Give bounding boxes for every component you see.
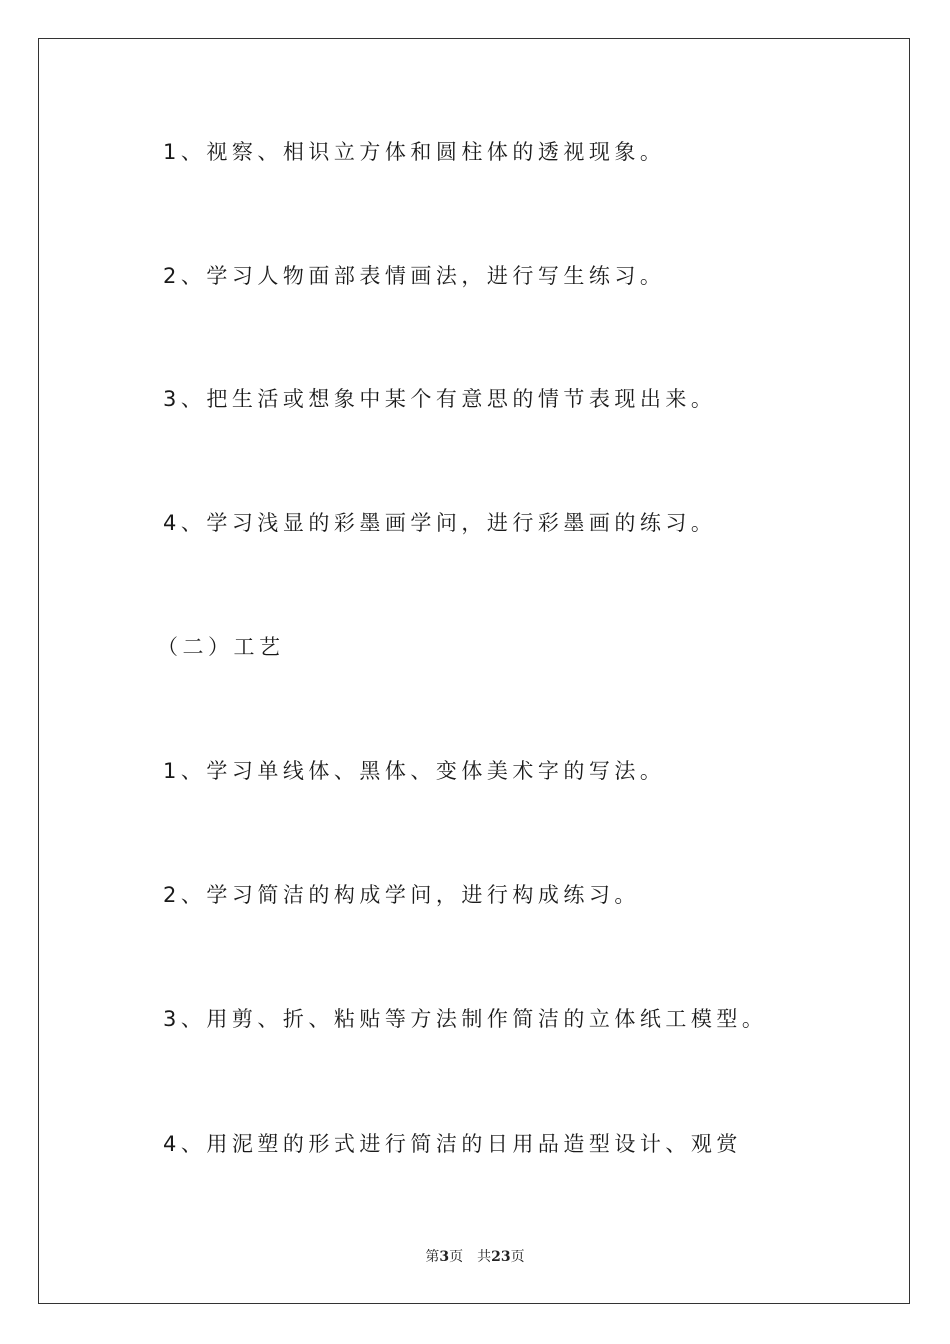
text-line-7: 3、用剪、折、粘贴等方法制作简洁的立体纸工模型。 <box>163 1007 768 1031</box>
page-border <box>38 38 910 1304</box>
footer-total-suffix: 页 <box>510 1249 525 1265</box>
footer-total-pages: 23 <box>491 1249 511 1265</box>
text-line-8: 4、用泥塑的形式进行简洁的日用品造型设计、观赏 <box>163 1132 742 1156</box>
section-heading: （二）工艺 <box>157 635 285 659</box>
footer-page-number: 3 <box>439 1249 450 1265</box>
text-line-6: 2、学习简洁的构成学问，进行构成练习。 <box>163 883 640 907</box>
text-line-5: 1、学习单线体、黑体、变体美术字的写法。 <box>163 759 666 783</box>
text-line-4: 4、学习浅显的彩墨画学问，进行彩墨画的练习。 <box>163 511 717 535</box>
text-line-3: 3、把生活或想象中某个有意思的情节表现出来。 <box>163 387 717 411</box>
footer-page-prefix: 第 <box>425 1249 440 1265</box>
page-footer <box>0 1248 950 1266</box>
text-line-1: 1、视察、相识立方体和圆柱体的透视现象。 <box>163 140 666 164</box>
footer-page-suffix: 页 <box>449 1249 464 1265</box>
footer-total-prefix: 共 <box>477 1249 492 1265</box>
text-line-2: 2、学习人物面部表情画法，进行写生练习。 <box>163 264 666 288</box>
